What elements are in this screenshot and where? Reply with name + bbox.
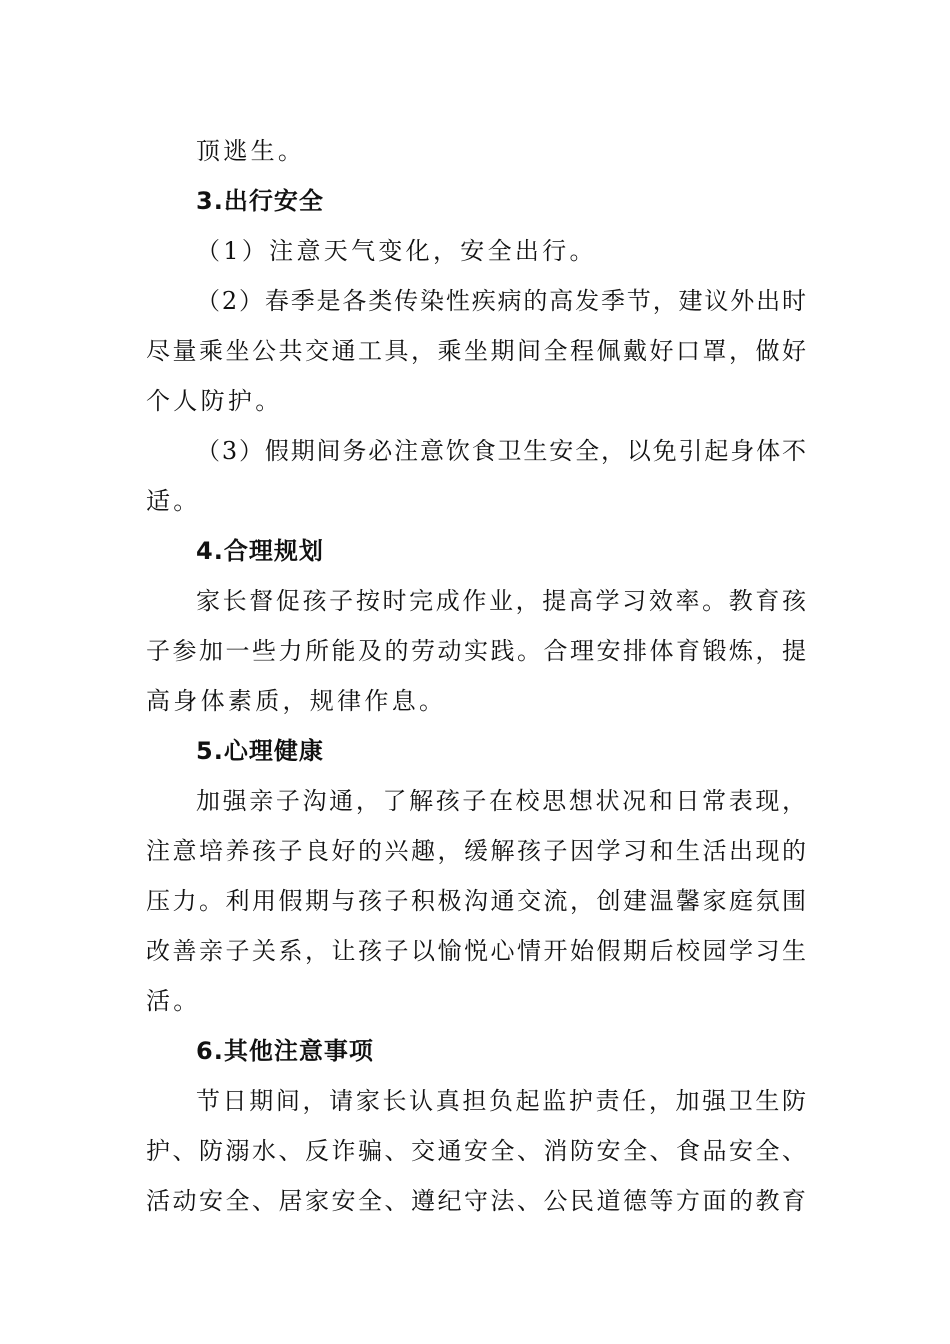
text-line: 顶逃生。 xyxy=(196,137,306,165)
text-line: 高身体素质，规律作息。 xyxy=(146,687,447,715)
section-heading-other-notes: 6.其他注意事项 xyxy=(196,1037,374,1065)
text-line: 加强亲子沟通，了解孩子在校思想状况和日常表现， xyxy=(196,787,806,815)
text-line: （2）春季是各类传染性疾病的高发季节，建议外出时 xyxy=(196,287,806,315)
text-line: 适。 xyxy=(146,487,201,515)
section-heading-travel-safety: 3.出行安全 xyxy=(196,187,324,215)
text-line: 活。 xyxy=(146,987,201,1015)
text-line: 子参加一些力所能及的劳动实践。合理安排体育锻炼，提 xyxy=(146,637,806,665)
text-line: 活动安全、居家安全、遵纪守法、公民道德等方面的教育 xyxy=(146,1187,806,1215)
section-heading-mental-health: 5.心理健康 xyxy=(196,737,324,765)
text-line: 节日期间，请家长认真担负起监护责任，加强卫生防 xyxy=(196,1087,806,1115)
text-line: 护、防溺水、反诈骗、交通安全、消防安全、食品安全、 xyxy=(146,1137,806,1165)
text-line: 家长督促孩子按时完成作业，提高学习效率。教育孩 xyxy=(196,587,806,615)
text-line: （3）假期间务必注意饮食卫生安全，以免引起身体不 xyxy=(196,437,806,465)
text-line: 压力。利用假期与孩子积极沟通交流，创建温馨家庭氛围 xyxy=(146,887,806,915)
text-line: 个人防护。 xyxy=(146,387,283,415)
text-line: 改善亲子关系，让孩子以愉悦心情开始假期后校园学习生 xyxy=(146,937,806,965)
text-line: 尽量乘坐公共交通工具，乘坐期间全程佩戴好口罩，做好 xyxy=(146,337,806,365)
text-line: 注意培养孩子良好的兴趣，缓解孩子因学习和生活出现的 xyxy=(146,837,806,865)
text-line: （1）注意天气变化，安全出行。 xyxy=(196,237,597,265)
section-heading-planning: 4.合理规划 xyxy=(196,537,324,565)
